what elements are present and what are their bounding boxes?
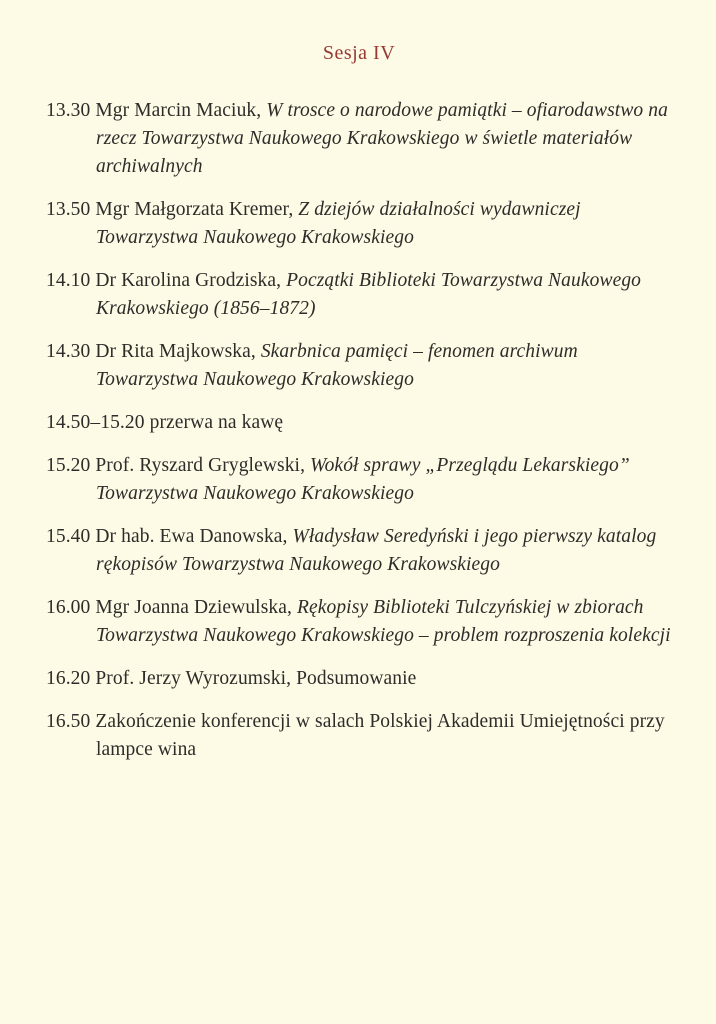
entry-talk-title: Wokół sprawy „Przeglądu Lekarskiego” Towarzystwa Naukowego Krakowskiego [96,455,630,504]
schedule-entry [46,409,672,437]
entry-time: 14.50–15.20 [46,412,145,433]
schedule-entry [46,267,672,323]
entry-time: 14.30 [46,341,91,362]
entry-talk-title: Władysław Seredyński i jego pierwszy katalog rękopisów Towarzystwa Naukowego Krakowskiego [96,526,657,575]
entry-speaker-text: Dr hab. Ewa Danowska, [95,526,293,547]
schedule-entry [46,452,672,508]
entry-talk-title: Z dziejów działalności wydawniczej Towarzystwa Naukowego Krakowskiego [96,199,581,248]
entry-time: 14.10 [46,270,91,291]
entry-talk-title: W trosce o narodowe pamiątki – ofiarodawstwo na rzecz Towarzystwa Naukowego Krakowskiego w świetle materiałów archiwalnych [96,100,668,177]
entry-time: 15.40 [46,526,91,547]
schedule-entry [46,594,672,650]
entry-talk-title: Rękopisy Biblioteki Tulczyńskiej w zbiorach Towarzystwa Naukowego Krakowskiego – problem rozproszenia kolekcji [96,597,671,646]
entry-time: 13.50 [46,199,91,220]
entry-time: 16.50 [46,711,91,732]
entry-time: 16.00 [46,597,91,618]
entry-speaker-text: przerwa na kawę [149,412,284,433]
entry-speaker-text: Dr Karolina Grodziska, [95,270,287,291]
entry-time: 13.30 [46,100,91,121]
entry-talk-title: Skarbnica pamięci – fenomen archiwum Towarzystwa Naukowego Krakowskiego [96,341,578,390]
schedule-entry [46,708,672,764]
session-title: Sesja IV [322,42,396,64]
entry-speaker-text: Mgr Małgorzata Kremer, [95,199,299,220]
entry-speaker-text: Mgr Marcin Maciuk, [95,100,267,121]
entry-speaker-text: Zakończenie konferencji w salach Polskiej Akademii Umiejętności przy lampce wina [95,711,665,760]
entry-talk-title: Początki Biblioteki Towarzystwa Naukowego Krakowskiego (1856–1872) [96,270,642,319]
entry-speaker-text: Mgr Joanna Dziewulska, [95,597,297,618]
schedule-entry [46,338,672,394]
entry-speaker-text: Dr Rita Majkowska, [95,341,261,362]
schedule-entry [46,196,672,252]
entry-speaker-text: Prof. Jerzy Wyrozumski, Podsumowanie [95,668,417,689]
schedule-entry [46,523,672,579]
schedule-list [46,97,672,764]
schedule-entry [46,97,672,181]
entry-time: 16.20 [46,668,91,689]
entry-speaker-text: Prof. Ryszard Gryglewski, [95,455,311,476]
entry-time: 15.20 [46,455,91,476]
schedule-entry [46,665,672,693]
